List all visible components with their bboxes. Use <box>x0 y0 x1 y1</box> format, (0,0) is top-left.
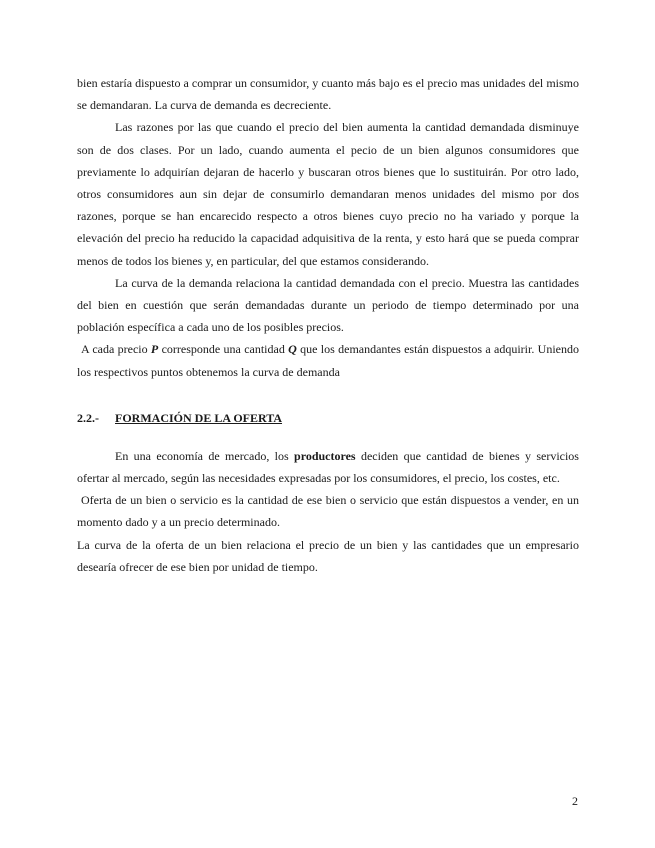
text-segment: deciden que cantidad de bienes y servicios ofertar al mercado, según las necesidades expresadas por los consumidores, el precio, los costes, etc. <box>77 448 579 486</box>
paragraph-demand-reasons: Las razones por las que cuando el precio del bien aumenta la cantidad demandada disminuye son de dos clases. Por un lado, cuando aumenta el pecio de un bien algunos consumidores que previamente lo adquirían dejaran de hacerlo y buscaran otros bienes que lo sustituirán. Por otro lado, otros consumidores aun sin dejar de consumirlo demandaran menos unidades del mismo por dos razones, porque se han encarecido respecto a otros bienes cuyo precio no ha variado y porque la elevación del precio ha reducido la capacidad adquisitiva de la renta, y esto hará que se pueda comprar menos de todos los bienes y, en particular, del que estamos considerando. <box>77 120 579 268</box>
page-number: 2 <box>572 794 578 808</box>
symbol-q: Q <box>288 342 297 357</box>
section-number: 2.2.- <box>77 410 99 425</box>
text-segment: En una economía de mercado, los <box>115 448 295 463</box>
paragraph-supply-definition: Oferta de un bien o servicio es la cantidad de ese bien o servicio que están dispuestos a vender, en un momento dado y a un precio determinado. <box>77 493 579 530</box>
bold-term-productores: productores <box>294 448 356 463</box>
text-segment: A cada precio <box>81 342 151 357</box>
document-page <box>77 72 579 578</box>
paragraph-price-quantity <box>77 338 579 382</box>
section-heading <box>77 407 579 429</box>
paragraph-demand-intro: bien estaría dispuesto a comprar un consumidor, y cuanto más bajo es el precio mas unidades del mismo se demandaran. La curva de demanda es decreciente. <box>77 76 579 113</box>
paragraph-supply-curve: La curva de la oferta de un bien relaciona el precio de un bien y las cantidades que un empresario desearía ofrecer de ese bien por unidad de tiempo. <box>77 537 579 574</box>
section-title: FORMACIÓN DE LA OFERTA <box>115 410 283 425</box>
symbol-p: P <box>150 342 159 357</box>
paragraph-market-economy <box>77 445 579 489</box>
text-segment: que los demandantes están dispuestos a adquirir. Uniendo los respectivos puntos obtenemos la curva de demanda <box>77 342 579 379</box>
text-segment: corresponde una cantidad <box>158 342 289 357</box>
paragraph-demand-curve: La curva de la demanda relaciona la cantidad demandada con el precio. Muestra las cantidades del bien en cuestión que serán demandadas durante un periodo de tiempo determinado por una población específica a cada uno de los posibles precios. <box>77 275 579 335</box>
